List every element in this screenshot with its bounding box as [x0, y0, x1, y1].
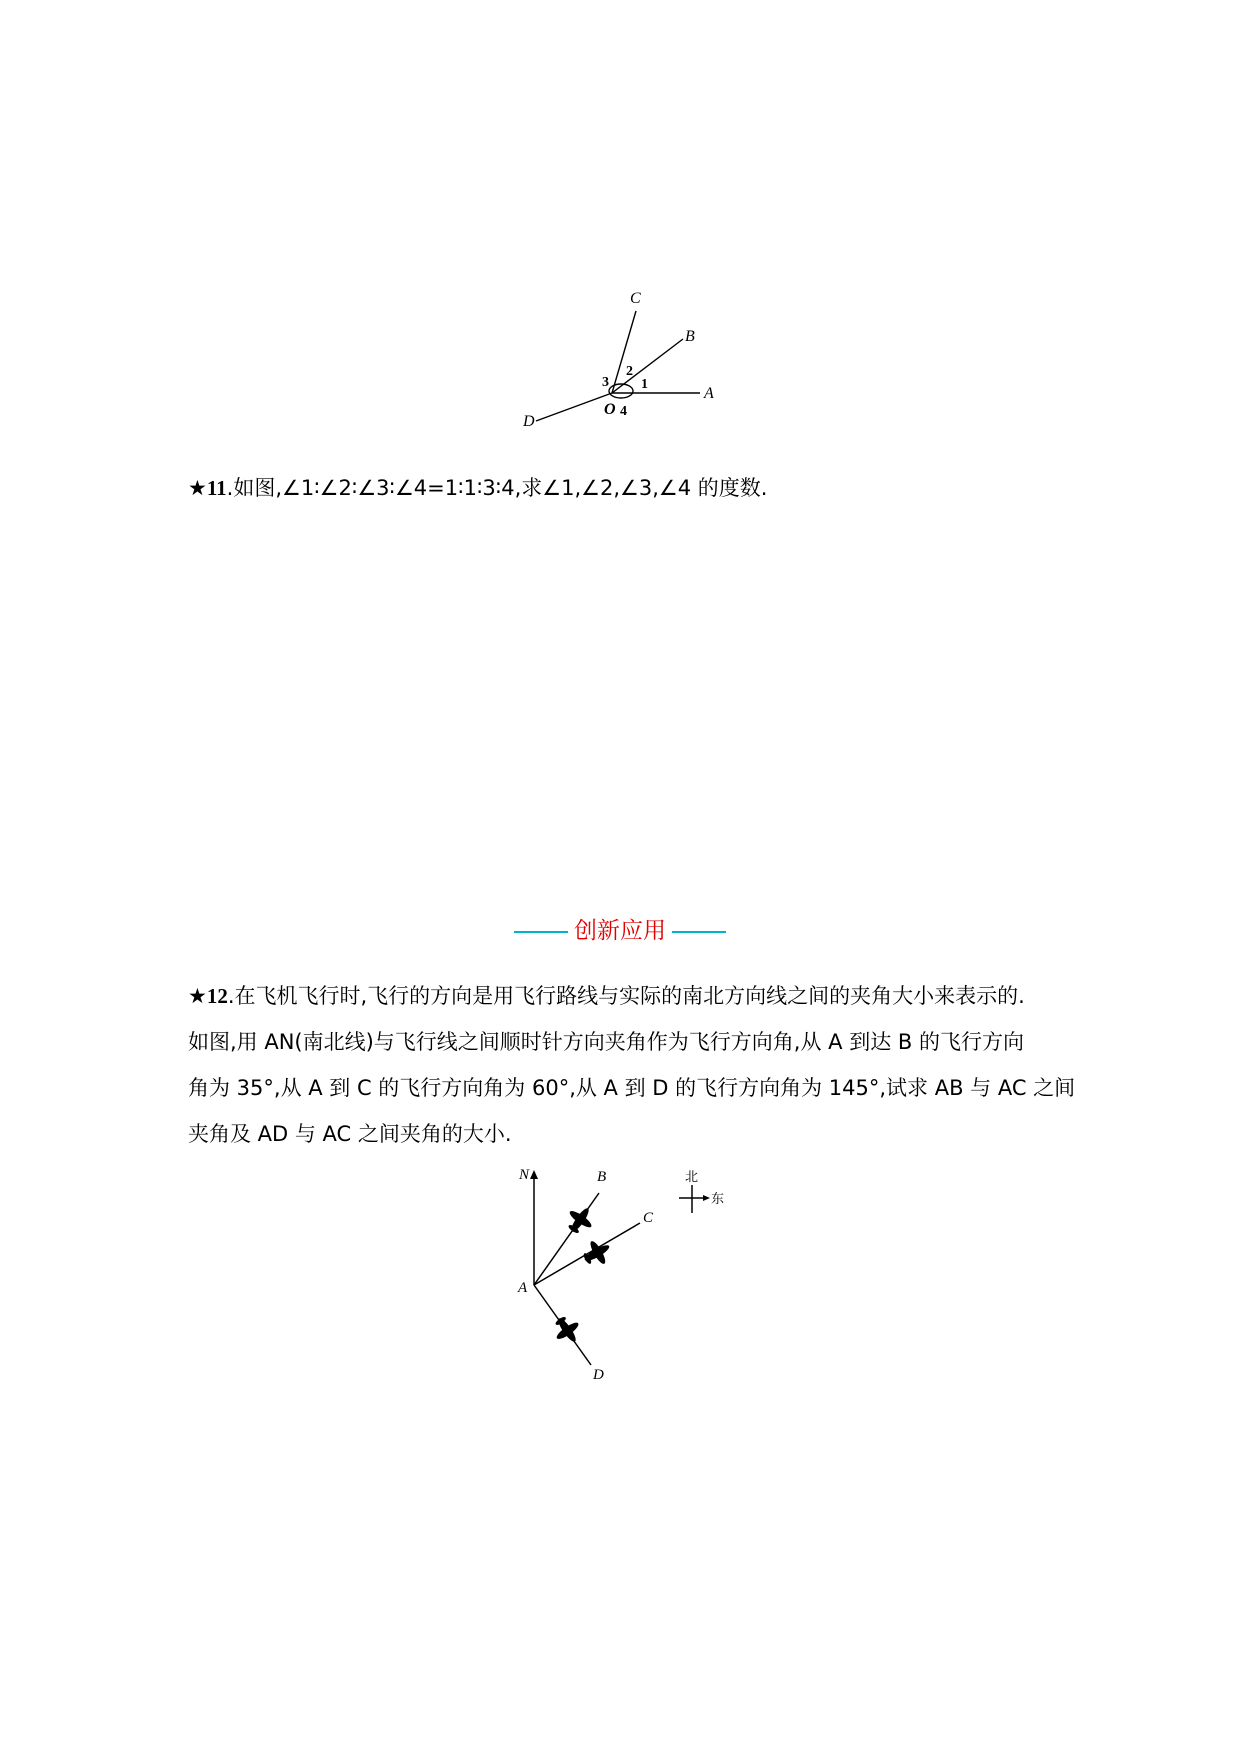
heading-rule-left [514, 931, 568, 933]
label-d: D [523, 413, 535, 430]
star-icon: ★ [188, 984, 207, 1008]
compass-east-label: 东 [711, 1191, 725, 1206]
question-12 [188, 973, 1075, 1157]
label-o: O [604, 401, 616, 418]
question-line-1: ★12.在飞机飞行时,飞行的方向是用飞行路线与实际的南北方向线之间的夹角大小来表示的. [188, 984, 1025, 1008]
question-11 [188, 465, 767, 511]
compass-north-label: 北 [685, 1169, 699, 1184]
label-a: A [518, 1280, 528, 1296]
east-arrow-icon [703, 1195, 710, 1201]
angle-label-4: 4 [620, 404, 627, 419]
angle-label-1: 1 [641, 377, 648, 392]
flight-line-ab [534, 1193, 599, 1285]
label-b: B [597, 1169, 607, 1185]
flight-direction-figure [505, 1165, 745, 1390]
label-b: B [685, 328, 695, 345]
question-number: 12 [206, 984, 228, 1008]
section-heading [0, 912, 1240, 945]
question-number: 11 [206, 476, 227, 500]
question-line-2: 如图,用 AN(南北线)与飞行线之间顺时针方向夹角作为飞行方向角,从 A 到达 B 的飞行方向 [188, 1030, 1024, 1054]
question-line-3: 角为 35°,从 A 到 C 的飞行方向角为 60°,从 A 到 D 的飞行方向角为 145°,试求 AB 与 AC 之间 [188, 1076, 1076, 1100]
angle-label-3: 3 [602, 375, 609, 390]
label-n: N [519, 1167, 530, 1183]
question-text: .如图,∠1∶∠2∶∠3∶∠4=1∶1∶3∶4,求∠1,∠2,∠3,∠4 的度数. [226, 476, 768, 500]
ray-od [536, 393, 612, 421]
airplane-icon [561, 1201, 598, 1239]
ray-oc [612, 311, 636, 393]
label-c: C [643, 1210, 654, 1226]
angle-figure [520, 285, 730, 435]
airplane-icon [548, 1311, 585, 1349]
label-c: C [630, 290, 641, 307]
section-title: 创新应用 [574, 918, 666, 944]
angle-label-2: 2 [626, 364, 633, 379]
flight-line-ac [534, 1223, 640, 1285]
label-a: A [704, 385, 714, 402]
question-line-4: 夹角及 AD 与 AC 之间夹角的大小. [188, 1122, 512, 1146]
star-icon: ★ [188, 476, 207, 500]
north-arrow-icon [530, 1170, 538, 1179]
label-d: D [593, 1367, 604, 1383]
heading-rule-right [672, 931, 726, 933]
